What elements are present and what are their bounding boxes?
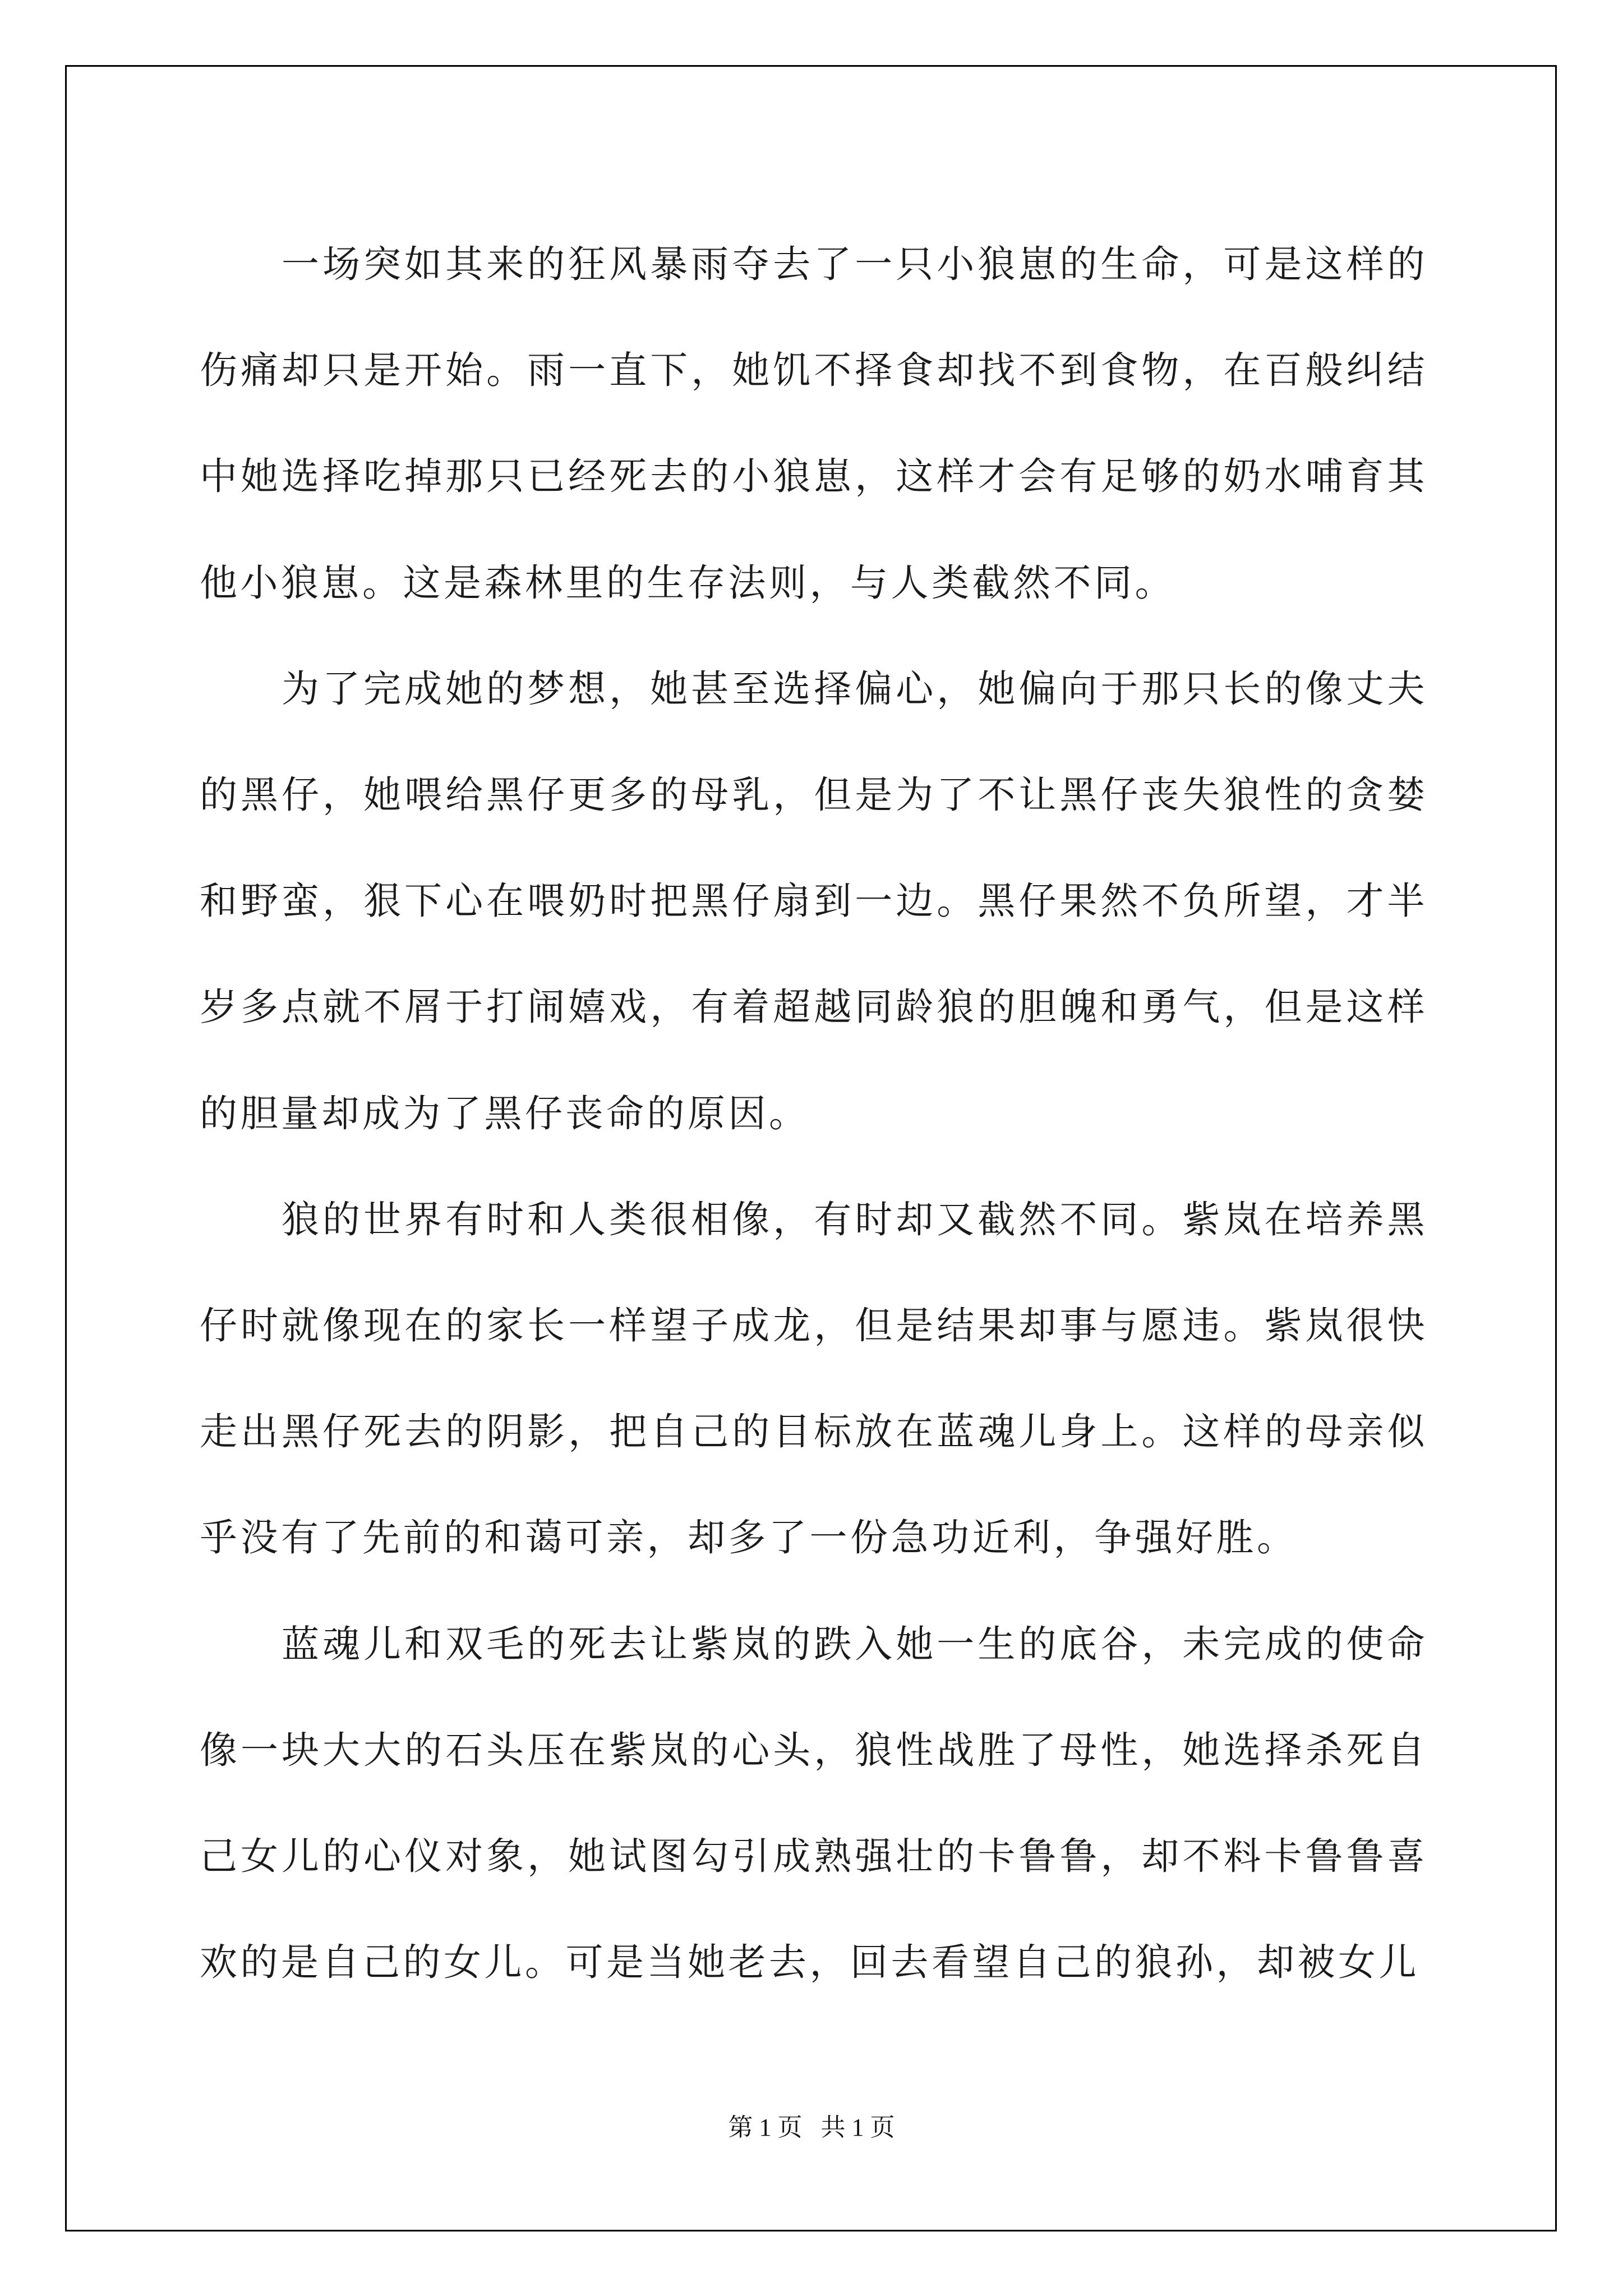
document-body — [200, 211, 1428, 2016]
paragraph: 狼的世界有时和人类很相像，有时却又截然不同。紫岚在培养黑仔时就像现在的家长一样望子成龙，但是结果却事与愿违。紫岚很快走出黑仔死去的阴影，把自己的目标放在蓝魂儿身上。这样的母亲似乎没有了先前的和蔼可亲，却多了一份急功近利，争强好胜。 — [200, 1197, 1428, 1560]
paragraph: 一场突如其来的狂风暴雨夺去了一只小狼崽的生命，可是这样的伤痛却只是开始。雨一直下，她饥不择食却找不到食物，在百般纠结中她选择吃掉那只已经死去的小狼崽，这样才会有足够的奶水哺育其他小狼崽。这是森林里的生存法则，与人类截然不同。 — [200, 242, 1428, 605]
page-number-footer: 第 1 页 共 1 页 — [728, 2114, 895, 2141]
paragraph: 蓝魂儿和双毛的死去让紫岚的跌入她一生的底谷，未完成的使命像一块大大的石头压在紫岚的心头，狼性战胜了母性，她选择杀死自己女儿的心仪对象，她试图勾引成熟强壮的卡鲁鲁，却不料卡鲁鲁喜欢的是自己的女儿。可是当她老去，回去看望自己的狼孙，却被女儿 — [200, 1622, 1428, 1985]
paragraph: 为了完成她的梦想，她甚至选择偏心，她偏向于那只长的像丈夫的黑仔，她喂给黑仔更多的母乳，但是为了不让黑仔丧失狼性的贪婪和野蛮，狠下心在喂奶时把黑仔扇到一边。黑仔果然不负所望，才半岁多点就不屑于打闹嬉戏，有着超越同龄狼的胆魄和勇气，但是这样的胆量却成为了黑仔丧命的原因。 — [200, 666, 1428, 1135]
